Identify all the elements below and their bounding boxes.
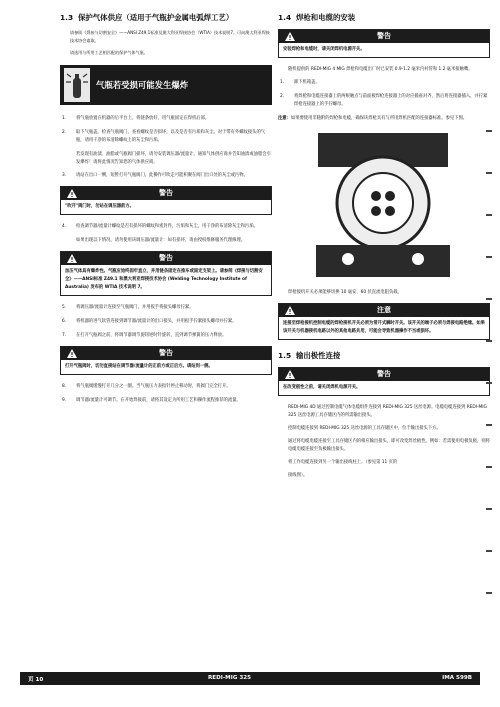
polarity-paragraph-4: 将工作电缆连接到另一个输出接线柱上。（参见第 11 页的 <box>288 460 398 465</box>
margin-mark <box>486 298 492 300</box>
warning-header <box>61 252 271 265</box>
section-title: 保护气体供应（适用于气瓶护金属电弧焊工艺） <box>78 13 234 22</box>
margin-mark <box>486 382 492 384</box>
warning-body: "吹开"阀门时，勿站在调压器前方。 <box>65 203 134 209</box>
list-item <box>60 115 272 123</box>
warning-body: 打开气瓶阀时，切勿直接站在调节器/流量计的正前方或正后方。请站到一侧。 <box>65 363 213 369</box>
warning-triangle-icon <box>67 349 77 358</box>
item-number: 4. <box>62 223 67 229</box>
margin-mark <box>486 550 492 552</box>
warning-triangle-icon <box>285 370 295 379</box>
list-item <box>60 223 272 231</box>
footer-model: REDI-MIG 325 <box>208 675 252 681</box>
caution-header <box>279 304 489 317</box>
caution-box <box>278 303 490 340</box>
diagram-caption: 焊枪接机开关必须能够切换 10 毫安、60 伏直流电阻负载。 <box>288 290 402 295</box>
caution-title: 注意 <box>377 306 391 314</box>
warning-header <box>61 347 271 360</box>
item-number: 2. <box>280 94 285 99</box>
left-column <box>60 12 272 411</box>
note-label: 注意： <box>278 116 291 121</box>
item-text: 将调压器/流量计连接至气瓶阀门，并用扳手将接头螺母拧紧。 <box>76 304 194 310</box>
polarity-paragraph-1: REDI-MIG 4D 通过控制电缆气体电缆组件连接到 REDI-MIG 325 送丝电源。电缆电缆连接到 REDI-MIG 325 送丝电源工具存储区内的所需输出接头。 <box>288 405 487 418</box>
margin-mark <box>486 466 492 468</box>
item-number: 6. <box>62 318 67 324</box>
banner-title: 气瓶若受损可能发生爆炸 <box>96 79 189 90</box>
warning-title: 警告 <box>159 253 173 262</box>
list-item <box>60 318 272 326</box>
list-item <box>60 383 272 391</box>
warning-body: 安装焊枪和电缆时，请关闭焊机电源开关。 <box>283 47 365 52</box>
item-number: 7. <box>62 332 67 338</box>
warning-body: 在改变极性之前，请关闭焊机电源开关。 <box>283 385 361 390</box>
margin-mark <box>486 130 492 132</box>
item-text: 在打开气瓶阀之前，将调节器调节旋钮逆时针旋转，直到调节弹簧的压力释放。 <box>76 332 227 338</box>
explosion-warning-banner <box>60 65 272 105</box>
note-body: 如果要使用非随附的焊枪和电缆，确保该焊枪具有与所用焊机匹配的连接器标准。参见下图。 <box>290 116 468 121</box>
section-title: 输出极性连接 <box>296 351 341 360</box>
list-item <box>60 397 272 405</box>
warning-header <box>279 30 489 43</box>
warning-box <box>278 29 490 58</box>
list-item <box>278 93 490 109</box>
cylinder-explosion-icon <box>64 68 90 102</box>
margin-mark <box>486 592 492 594</box>
margin-mark <box>486 340 492 342</box>
item-text: 将气瓶放置在机器的后平台上，将链条放好，用气瓶固定在焊机后部。 <box>76 115 210 121</box>
section-title: 焊枪和电缆的安装 <box>296 13 356 22</box>
page-number: 页 10 <box>28 677 44 683</box>
item-text: 取下气瓶盖。检查气瓶阀门，查看螺纹是否损坏，以及是否有污垢和灰尘。对于带有外螺纹接头的气瓶，请用干净的布清除螺纹上的灰尘和污垢。 <box>76 129 266 143</box>
page-footer <box>20 672 480 685</box>
oil-paragraph: 若发现有油渍、油脂或气瓶阀门损坏，请勿安装调压器/流量计。通知气体供应商并告知油渍或油脂会引发爆炸！请将此情况告知您的气体供应商。 <box>76 151 271 165</box>
item-text: 请站在出口一侧，短暂打开气瓶阀门。此操作可吹走可能积聚在阀门出口处的灰尘或污物。 <box>76 172 248 178</box>
note-paragraph <box>278 115 490 123</box>
right-column <box>278 12 490 485</box>
margin-mark <box>486 508 492 510</box>
item-text: 调节器/流量计可调节。在开始焊接前，请将其设定为所用工艺和操作流程推荐的流量。 <box>76 397 241 403</box>
warning-box <box>60 251 272 296</box>
list-item <box>60 304 272 312</box>
polarity-paragraph-5: 接线图）。 <box>288 473 308 478</box>
item-number: 5. <box>62 304 67 310</box>
gun-connector-diagram <box>308 133 458 283</box>
item-number: 1. <box>62 115 67 121</box>
warning-title: 警告 <box>377 370 391 378</box>
gun-intro-paragraph: 随机提供的 REDI-MIG 4 MIG 焊枪和电缆出厂时已安装 0.9-1.2 毫米内衬管和 1.2 毫米接触嘴。 <box>288 67 473 72</box>
section-heading-1-3 <box>60 12 272 23</box>
list-item <box>60 332 272 340</box>
warning-header <box>61 187 271 200</box>
section-number: 1.3 <box>60 13 74 22</box>
warning-title: 警告 <box>159 188 173 197</box>
margin-mark <box>486 424 492 426</box>
warning-title: 警告 <box>377 32 391 40</box>
caution-body: 连接至焊枪接机控制电缆的焊枪接机开关必须为常开式瞬时开关。该开关的端子必须与焊接电路绝缘。如果该开关与机器接机电路以外的其他电路共用，可能会导致机器操作不当或损坏。 <box>283 321 485 334</box>
warning-triangle-icon <box>67 254 77 263</box>
margin-mark <box>486 172 492 174</box>
item-number: 9. <box>62 397 67 403</box>
section-heading-1-4 <box>278 12 490 23</box>
warning-triangle-icon <box>285 32 295 41</box>
item-text: 将机器的进气软管连接到调节器/流量计的出口接头，并用扳手拧紧接头螺母并拧紧。 <box>76 318 237 324</box>
list-item <box>60 172 272 180</box>
item-number: 2. <box>62 129 67 135</box>
intro-paragraph-1: 请参阅《焊接与切割安全》——ANSI Z49.1标准及澳大利亚焊接协会（WTIA）技术说明7。可向澳大利亚焊接技术协会索取。 <box>70 30 270 43</box>
list-item <box>278 79 490 87</box>
warning-triangle-icon <box>67 189 77 198</box>
section-number: 1.4 <box>278 13 292 22</box>
item-number: 8. <box>62 383 67 389</box>
footer-doc-id: IMA 599B <box>442 675 472 681</box>
item-text: 将气瓶阀缓慢打开几分之一圈。当气瓶压力表指针停止移动时，将阀门完全打开。 <box>76 383 231 389</box>
item-number: 1. <box>280 80 285 85</box>
list-item <box>60 129 272 145</box>
intro-paragraph-2: 请选用与所用工艺相匹配的保护气体气瓶。 <box>70 50 148 56</box>
margin-marks <box>486 130 492 634</box>
section-number: 1.5 <box>278 351 292 360</box>
polarity-paragraph-2: 控制电缆连接到 REDI-MIG 325 送丝电源的工具存储区中，位于输出接头下方。 <box>288 426 441 431</box>
warning-triangle-icon <box>285 306 295 315</box>
item-text: 将焊枪和电缆连接器上的两根触点与前面板焊枪连接器上的对应插座对齐，然后将连接器插入，并拧紧焊枪连接器上的手拧螺母。 <box>294 94 488 107</box>
warning-box <box>278 367 490 396</box>
warning-box <box>60 346 272 375</box>
item-text: 卸下机箱盖。 <box>294 80 320 85</box>
item-text: 检查调节器/流量计螺纹是否有损坏的螺纹和密封件，污垢和灰尘。用干净的布清除灰尘和污垢。 <box>76 223 258 229</box>
item-number: 3. <box>62 172 67 178</box>
warning-title: 警告 <box>159 348 173 357</box>
warning-body: 加压气体具有爆炸性。气瓶应始终固牢直立，并用链条固定在推车或固定支架上。请参阅《焊接与切割安全》——ANSI标准 Z49.1 和澳大利亚焊接技术协会 (Welding Technology Institute of Australia) 发布的 WTIA 技术说明 7。 <box>65 268 263 290</box>
item-4-sub: 如果出现以下情况，请勿使用该调压器/流量计：如有损坏，请由授权维修服务代理修理。 <box>76 237 246 243</box>
warning-box <box>60 186 272 215</box>
margin-mark <box>486 256 492 258</box>
section-heading-1-5 <box>278 350 490 361</box>
warning-header <box>279 368 489 381</box>
polarity-paragraph-3: 通过将电缆电缆连接至工具存储区内的相应输出接头，即可改变焊丝极性。例如：若需使用电极负极，则将电缆电缆连接至负极输出接头。 <box>288 439 490 452</box>
margin-mark <box>486 214 492 216</box>
